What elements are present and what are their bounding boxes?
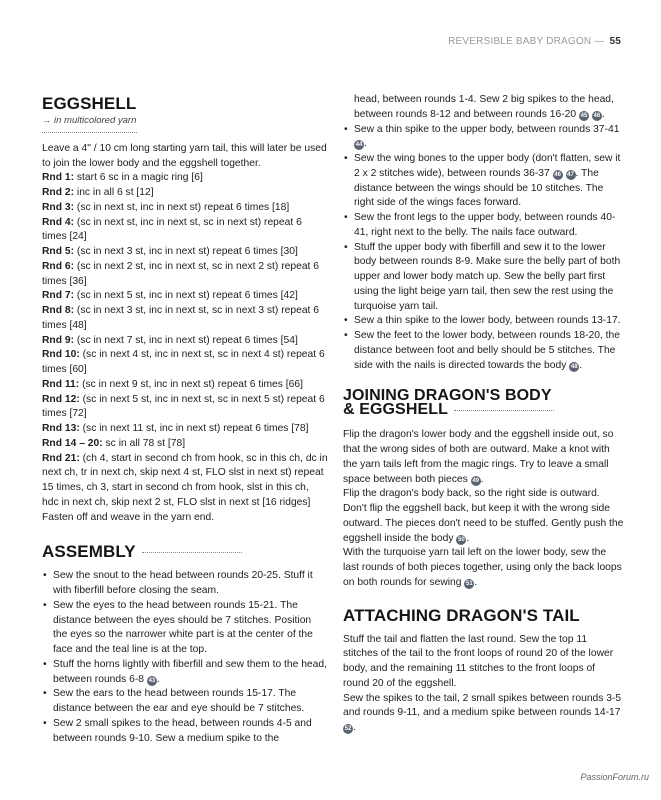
assembly-heading xyxy=(42,543,328,560)
round-text: sc in all 78 st [78] xyxy=(102,437,186,449)
step-photo-badge: 46 xyxy=(593,112,601,119)
dotted-divider xyxy=(42,132,137,133)
assembly-step-text: Stuff the upper body with fiberfill and sew it to the lower body between rounds 8-9. Make sure the belly part of both upper and lower body match up. Sew the belly part first using the light beige yarn tail, then sew the rest using the turquoise yarn tail. xyxy=(354,241,621,312)
assembly-step-text: head, between rounds 1-4. Sew 2 big spikes to the head, between rounds 8-12 and between rounds 16-20 xyxy=(354,94,614,120)
assembly-step xyxy=(42,687,328,717)
step-photo-badge: 44 xyxy=(355,142,363,149)
joining-heading-line1: JOINING DRAGON'S BODY xyxy=(343,387,552,405)
eggshell-heading: EGGSHELL xyxy=(42,94,137,113)
heading-rule xyxy=(142,552,242,553)
assembly-step-text: Sew the ears to the head between rounds 15-17. The distance between the ear and eye should be 7 stitches. xyxy=(53,688,305,714)
left-column xyxy=(42,95,328,746)
assembly-list-right xyxy=(343,93,624,373)
assembly-step xyxy=(343,314,624,329)
round-instruction xyxy=(42,334,328,349)
round-text: (sc in next 2 st, inc in next st, sc in next 2 st) repeat 6 times [36] xyxy=(42,260,319,287)
round-label: Rnd 10: xyxy=(42,349,80,361)
round-instruction xyxy=(42,186,328,201)
assembly-heading-text: ASSEMBLY xyxy=(42,542,136,562)
eggshell-subtitle-text: in multicolored yarn xyxy=(54,115,137,126)
assembly-step: • Sew the feet to the lower body, between rounds 18-20, the distance between foot and belly should be 5 stitches. The side with the nails is directed towards the body 48 . xyxy=(343,329,624,373)
round-instruction xyxy=(42,393,328,423)
step-photo-badge: 47 xyxy=(567,171,574,178)
step-photo-badge: 52 xyxy=(344,726,352,732)
heading-rule xyxy=(454,410,554,411)
round-label: Rnd 11: xyxy=(42,378,80,390)
round-text: (sc in next 3 st, inc in next st) repeat 6 times [30] xyxy=(74,246,298,257)
paragraph-end: . xyxy=(480,473,484,485)
round-instruction xyxy=(42,422,328,437)
instruction-paragraph xyxy=(343,633,624,692)
paragraph-text: With the turquoise yarn tail left on the lower body, sew the last rounds of both pieces together, using only the back loops on both rounds for sewing xyxy=(343,547,622,588)
tail-heading xyxy=(343,607,624,624)
round-text: (sc in next st, inc in next st, sc in next st) repeat 6 times [24] xyxy=(42,216,302,243)
round-instruction xyxy=(42,289,328,304)
tail-paragraphs xyxy=(343,633,624,736)
round-label: Rnd 14 – 20: xyxy=(42,437,103,449)
assembly-step: head, between rounds 1-4. Sew 2 big spikes to the head, between rounds 8-12 and between rounds 16-20 45 46 . xyxy=(354,94,614,120)
instruction-paragraph xyxy=(343,487,624,546)
instruction-paragraph xyxy=(343,546,624,590)
round-instruction xyxy=(42,245,328,260)
round-label: Rnd 8: xyxy=(42,305,75,316)
section-spacer xyxy=(42,525,328,543)
instruction-paragraph xyxy=(343,428,624,487)
round-label: Rnd 13: xyxy=(42,423,80,434)
assembly-step-text: Sew a thin spike to the upper body, between rounds 37-41 xyxy=(354,123,620,135)
assembly-step-text: Sew a thin spike to the lower body, between rounds 13-17. xyxy=(354,315,621,327)
page-number: 55 xyxy=(609,36,621,47)
eggshell-subtitle xyxy=(42,113,328,129)
round-label: Rnd 1: xyxy=(42,172,75,184)
eggshell-rounds xyxy=(42,171,328,510)
paragraph-text: Flip the dragon's body back, so the right side is outward. Don't flip the eggshell back, but keep it with the wrong side outward. The pieces don't need to be stuffed. Gently push the eggshell inside the body xyxy=(343,488,624,544)
running-title xyxy=(448,36,621,47)
paragraph-end: . xyxy=(353,722,356,733)
assembly-step xyxy=(42,569,328,599)
instruction-paragraph xyxy=(343,692,624,736)
paragraph-end: . xyxy=(474,576,478,588)
round-label: Rnd 21: xyxy=(42,452,80,464)
paragraph-text: Sew the spikes to the tail, 2 small spikes between rounds 3-5 and rounds 9-11, and a medium spike between rounds 14-17 xyxy=(343,692,622,719)
assembly-step-text: Sew the wing bones to the upper body (don't flatten, sew it 2 x 2 stitches wide), between rounds 36-37 xyxy=(354,153,621,179)
step-photo-badge: 48 xyxy=(570,363,578,370)
round-text: start 6 sc in a magic ring [6] xyxy=(74,172,203,184)
tail-heading-text: ATTACHING DRAGON'S TAIL xyxy=(343,605,580,625)
round-text: (sc in next 5 st, inc in next st, sc in next 5 st) repeat 6 times [72] xyxy=(42,393,325,420)
assembly-step-text: Sew the front legs to the upper body, between rounds 40-41, right next to the belly. The nails face outward. xyxy=(354,212,616,238)
round-text: (sc in next 3 st, inc in next st, sc in next 3 st) repeat 6 times [48] xyxy=(42,305,319,331)
round-instruction xyxy=(42,201,328,216)
assembly-step: • Stuff the horns lightly with fiberfill and sew them to the head, between rounds 6-8 43 . xyxy=(42,658,328,688)
round-label: Rnd 3: xyxy=(42,201,75,213)
round-text: (ch 4, start in second ch from hook, sc in this ch, dc in next ch, tr in next ch, skip next 4 st, FLO slst in next st) repeat 15 times, ch 3, start in second ch from hook, slst in this ch, hdc in next ch, skip next 2 st, FLO slst in next st [16 ridges] xyxy=(42,452,328,508)
round-instruction xyxy=(42,171,328,186)
round-label: Rnd 12: xyxy=(42,393,80,405)
round-text: (sc in next 9 st, inc in next st) repeat 6 times [66] xyxy=(79,378,303,390)
round-label: Rnd 4: xyxy=(42,216,75,228)
assembly-step-text: Sew 2 small spikes to the head, between rounds 4-5 and between rounds 9-10. Sew a medium spike to the xyxy=(53,717,312,744)
paragraph-text: Stuff the tail and flatten the last round. Sew the top 11 stitches of the tail to the front loops of round 20 of the lower body, and the remaining 11 stitches to the front loops of round 20 of the eggshell. xyxy=(343,633,614,689)
step-photo-badge: 49 xyxy=(472,477,480,484)
step-photo-badge: 46 xyxy=(554,171,561,178)
round-text: (sc in next 4 st, inc in next st, sc in next 4 st) repeat 6 times [60] xyxy=(42,349,325,375)
paragraph-text: Flip the dragon's lower body and the eggshell inside out, so that the wrong sides of both are outward. Make a knot with the yarn tails left from the magic rings. Try to leave a small space between both pieces xyxy=(343,429,614,485)
round-label: Rnd 9: xyxy=(42,334,75,346)
eggshell-outro: Fasten off and weave in the yarn end. xyxy=(42,511,215,523)
assembly-step xyxy=(42,599,328,658)
assembly-step xyxy=(343,152,624,211)
assembly-step xyxy=(343,211,624,241)
round-label: Rnd 5: xyxy=(42,246,75,257)
joining-heading-line2: & EGGSHELL xyxy=(343,401,449,419)
round-instruction xyxy=(42,348,328,378)
joining-paragraphs xyxy=(343,428,624,590)
round-label: Rnd 7: xyxy=(42,290,75,302)
assembly-step-text: Stuff the horns lightly with fiberfill and sew them to the head, between rounds 6-8 xyxy=(53,658,327,685)
paragraph-end: . xyxy=(466,532,470,544)
round-text: (sc in next 11 st, inc in next st) repeat 6 times [78] xyxy=(79,423,309,434)
assembly-step xyxy=(42,717,328,747)
step-photo-badge: 51 xyxy=(466,580,473,587)
round-instruction xyxy=(42,216,328,246)
step-photo-badge: 45 xyxy=(580,112,588,119)
round-label: Rnd 2: xyxy=(42,187,75,198)
right-column xyxy=(343,93,624,736)
round-instruction xyxy=(42,437,328,452)
eggshell-intro: Leave a 4" / 10 cm long starting yarn tail, this will later be used to join the lower body and the eggshell together. xyxy=(42,142,327,169)
assembly-step-text: Sew the eyes to the head between rounds 15-21. The distance between the eyes should be 7 stitches. Position the eyes so the narrower white part is at the center of the face and the teal line is at the top. xyxy=(53,599,313,655)
round-text: (sc in next 5 st, inc in next st) repeat 6 times [42] xyxy=(74,290,298,302)
joining-heading xyxy=(343,389,624,417)
round-instruction xyxy=(42,304,328,334)
step-photo-badge: 43 xyxy=(148,677,156,684)
assembly-step-text-cont: . The distance between the wings should be 10 stitches. The right side of the wings faces forward. xyxy=(354,167,604,209)
round-text: (sc in next st, inc in next st) repeat 6 times [18] xyxy=(74,201,290,213)
assembly-list-left xyxy=(42,569,328,746)
round-text: inc in all 6 st [12] xyxy=(74,187,154,198)
round-instruction xyxy=(42,452,328,511)
round-text: (sc in next 7 st, inc in next st) repeat 6 times [54] xyxy=(74,334,298,346)
assembly-step xyxy=(343,241,624,315)
watermark: PassionForum.ru xyxy=(580,772,649,782)
round-instruction xyxy=(42,378,328,393)
running-header xyxy=(0,0,661,80)
step-photo-badge: 50 xyxy=(458,536,465,543)
arrow-icon: → xyxy=(42,115,51,125)
assembly-step-text: Sew the feet to the lower body, between rounds 18-20, the distance between foot and belly should be 5 stitches. The side with the nails is directed towards the body xyxy=(354,330,620,371)
round-instruction xyxy=(42,260,328,290)
book-title: REVERSIBLE BABY DRAGON — xyxy=(448,36,605,47)
round-label: Rnd 6: xyxy=(42,260,75,272)
assembly-step: • Sew a thin spike to the upper body, between rounds 37-41 44 . xyxy=(343,123,624,153)
assembly-step-text: Sew the snout to the head between rounds 20-25. Stuff it with fiberfill before closing the seam. xyxy=(53,570,313,596)
